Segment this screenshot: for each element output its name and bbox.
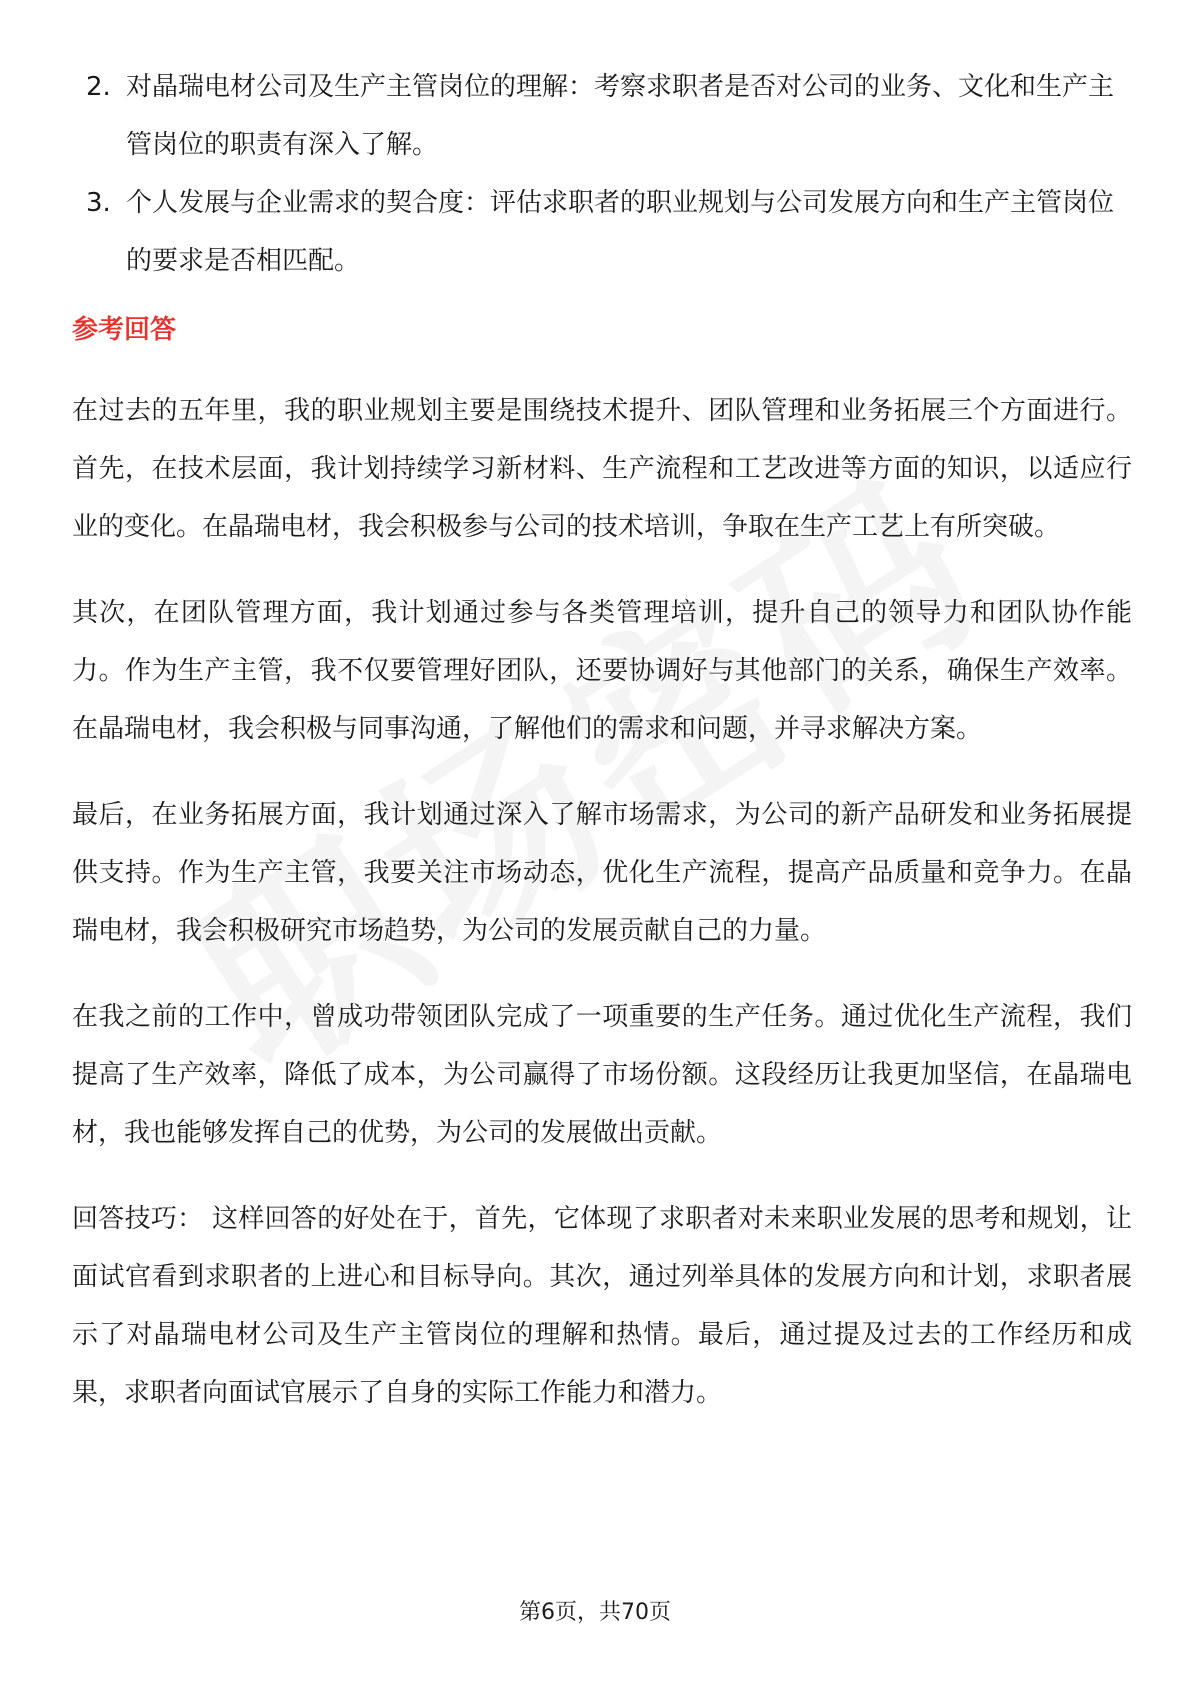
criteria-number: 3. [86, 188, 111, 218]
criteria-item [72, 58, 1132, 174]
criteria-list [72, 58, 1132, 290]
section-title-reference-answer: 参考回答 [72, 315, 177, 345]
page-content [72, 58, 1132, 1422]
answer-paragraph: 最后，在业务拓展方面，我计划通过深入了解市场需求，为公司的新产品研发和业务拓展提供支持。作为生产主管，我要关注市场动态，优化生产流程，提高产品质量和竞争力。在晶瑞电材，我会积极研究市场趋势，为公司的发展贡献自己的力量。 [72, 800, 1132, 946]
answer-paragraph: 在过去的五年里，我的职业规划主要是围绕技术提升、团队管理和业务拓展三个方面进行。首先，在技术层面，我计划持续学习新材料、生产流程和工艺改进等方面的知识，以适应行业的变化。在晶瑞电材，我会积极参与公司的技术培训，争取在生产工艺上有所突破。 [72, 396, 1132, 542]
answer-paragraph: 其次，在团队管理方面，我计划通过参与各类管理培训，提升自己的领导力和团队协作能力。作为生产主管，我不仅要管理好团队，还要协调好与其他部门的关系，确保生产效率。在晶瑞电材，我会积极与同事沟通，了解他们的需求和问题，并寻求解决方案。 [72, 598, 1132, 744]
criteria-item [72, 174, 1132, 290]
criteria-text: 对晶瑞电材公司及生产主管岗位的理解：考察求职者是否对公司的业务、文化和生产主管岗位的职责有深入了解。 [126, 72, 1115, 160]
page-footer: 第6页，共70页 [519, 1600, 671, 1625]
answer-paragraph: 在我之前的工作中，曾成功带领团队完成了一项重要的生产任务。通过优化生产流程，我们提高了生产效率，降低了成本，为公司赢得了市场份额。这段经历让我更加坚信，在晶瑞电材，我也能够发挥自己的优势，为公司的发展做出贡献。 [72, 1002, 1132, 1148]
answer-tips: 回答技巧： 这样回答的好处在于，首先，它体现了求职者对未来职业发展的思考和规划，让面试官看到求职者的上进心和目标导向。其次，通过列举具体的发展方向和计划，求职者展示了对晶瑞电材公司及生产主管岗位的理解和热情。最后，通过提及过去的工作经历和成果，求职者向面试官展示了自身的实际工作能力和潜力。 [72, 1204, 1132, 1408]
criteria-number: 2. [86, 72, 111, 102]
criteria-text: 个人发展与企业需求的契合度：评估求职者的职业规划与公司发展方向和生产主管岗位的要求是否相匹配。 [126, 188, 1115, 276]
